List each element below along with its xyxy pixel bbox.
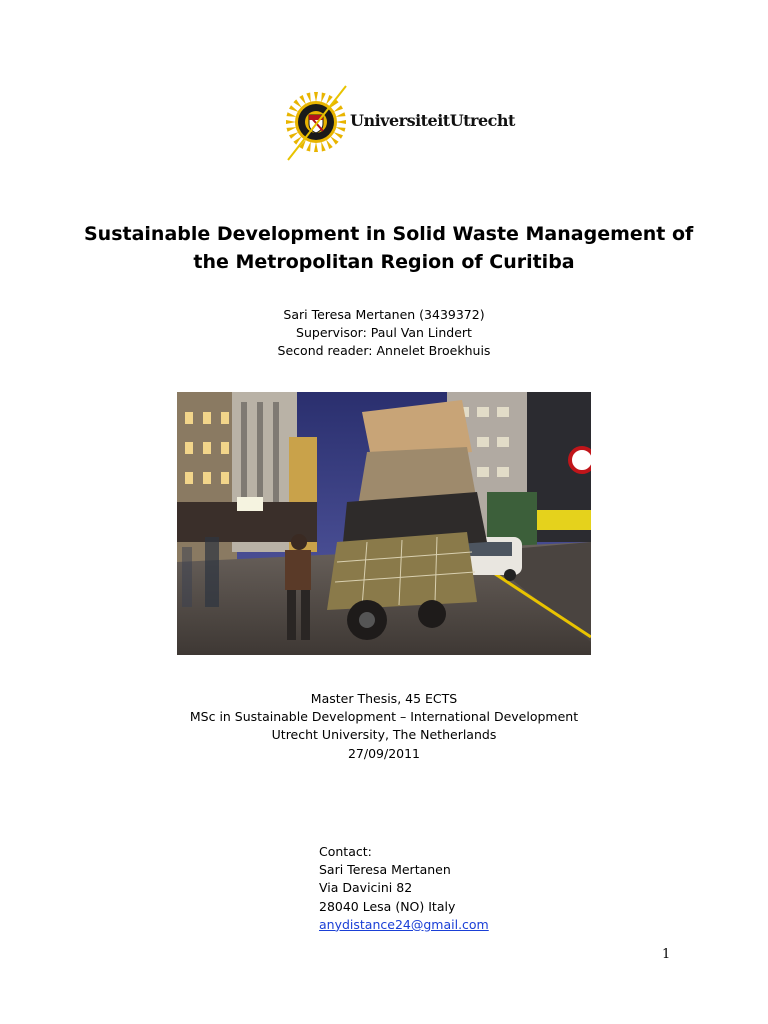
thesis-university: Utrecht University, The Netherlands [271,727,497,743]
page-number: 1 [662,947,671,962]
university-logo [282,84,515,164]
contact-email-link[interactable]: anydistance24@gmail.com [319,916,489,932]
contact-city: 28040 Lesa (NO) Italy [319,898,456,914]
university-seal-icon [282,84,352,164]
thesis-details [134,690,634,763]
title-line-1: Sustainable Development in Solid Waste Management of [84,223,694,245]
university-name: UniversiteitUtrecht [350,111,515,130]
contact-label: Contact: [319,844,372,859]
thesis-date: 27/09/2011 [347,745,421,761]
author-block [184,306,584,361]
thesis-title [84,220,694,276]
second-reader: Second reader: Annelet Broekhuis [277,343,491,359]
supervisor: Supervisor: Paul Van Lindert [296,325,472,341]
contact-street: Via Davicini 82 [319,880,413,896]
student-name: Sari Teresa Mertanen (3439372) [283,307,485,322]
thesis-type: Master Thesis, 45 ECTS [310,691,458,706]
thesis-program: MSc in Sustainable Development – International Development [189,709,579,725]
street-scene-photo [177,392,591,655]
contact-name: Sari Teresa Mertanen [319,862,451,878]
cover-photo [177,392,591,655]
title-line-2: the Metropolitan Region of Curitiba [193,251,575,273]
contact-block [319,843,639,934]
